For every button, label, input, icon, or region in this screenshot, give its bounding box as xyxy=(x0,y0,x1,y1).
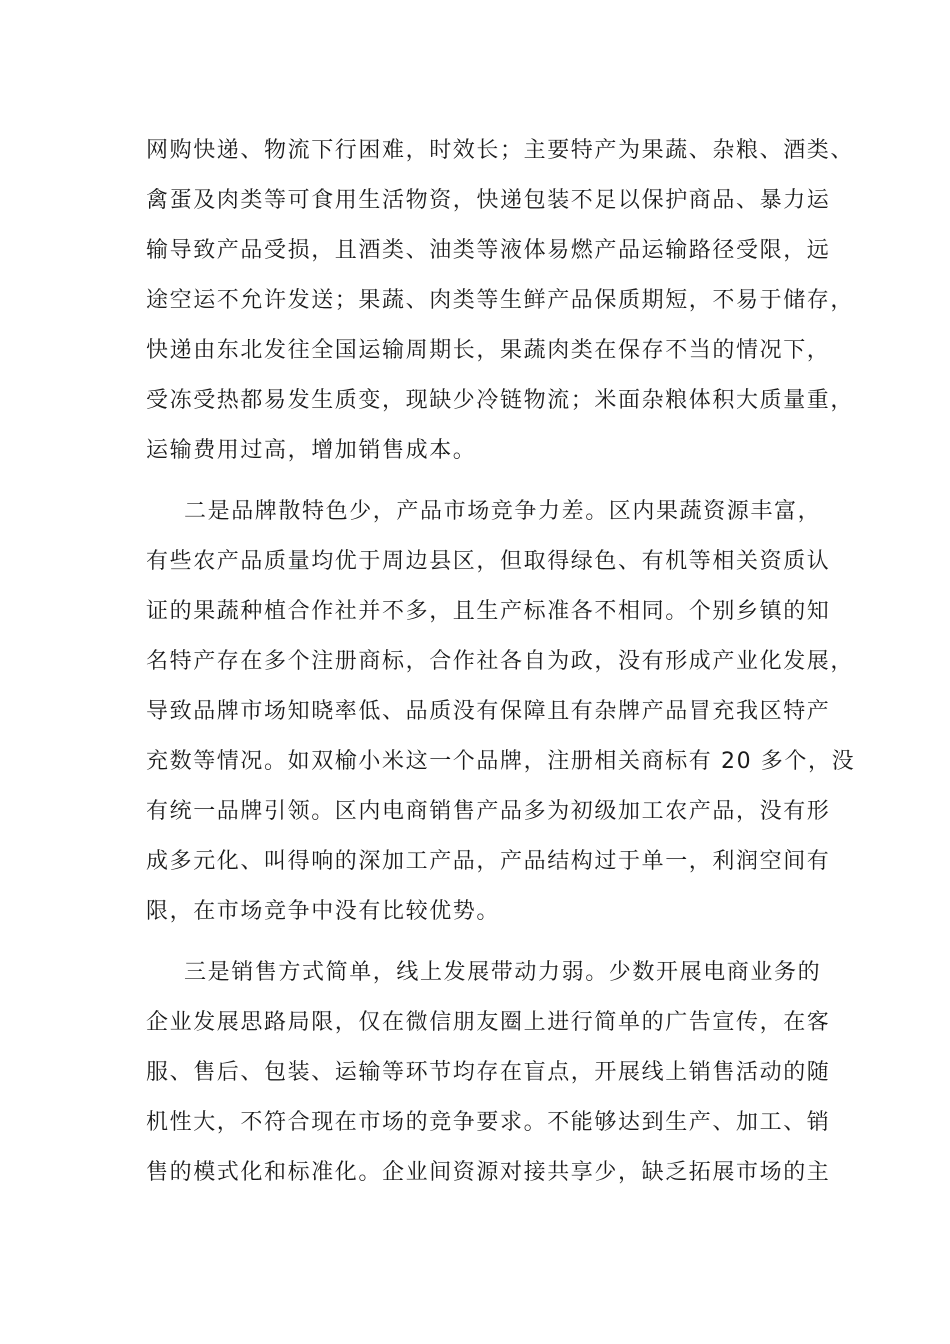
paragraph-1-line-1: 网购快递、物流下行困难，时效长；主要特产为果蔬、杂粮、酒类、 xyxy=(146,138,855,163)
paragraph-2-line-8: 成多元化、叫得响的深加工产品，产品结构过于单一，利润空间有 xyxy=(146,849,831,874)
paragraph-3-line-2: 企业发展思路局限，仅在微信朋友圈上进行简单的广告宣传，在客 xyxy=(146,1010,831,1035)
paragraph-2-line-4: 名特产存在多个注册商标，合作社各自为政，没有形成产业化发展， xyxy=(146,649,855,674)
paragraph-1-line-7: 运输费用过高，增加销售成本。 xyxy=(146,438,477,463)
paragraph-3-line-5: 售的模式化和标准化。企业间资源对接共享少，缺乏拓展市场的主 xyxy=(146,1160,831,1185)
paragraph-1-line-4: 途空运不允许发送；果蔬、肉类等生鲜产品保质期短，不易于储存， xyxy=(146,288,855,313)
paragraph-1-line-3: 输导致产品受损，且酒类、油类等液体易燃产品运输路径受限，远 xyxy=(146,238,831,263)
paragraph-2-line-9: 限，在市场竞争中没有比较优势。 xyxy=(146,899,501,924)
paragraph-3-line-1: 三是销售方式简单，线上发展带动力弱。少数开展电商业务的 xyxy=(184,960,822,985)
paragraph-1-line-2: 禽蛋及肉类等可食用生活物资，快递包装不足以保护商品、暴力运 xyxy=(146,188,831,213)
paragraph-2-line-3: 证的果蔬种植合作社并不多，且生产标准各不相同。个别乡镇的知 xyxy=(146,599,831,624)
paragraph-2-line-7: 有统一品牌引领。区内电商销售产品多为初级加工农产品，没有形 xyxy=(146,799,831,824)
paragraph-1-line-6: 受冻受热都易发生质变，现缺少冷链物流；米面杂粮体积大质量重， xyxy=(146,388,855,413)
paragraph-2-line-2: 有些农产品质量均优于周边县区，但取得绿色、有机等相关资质认 xyxy=(146,549,831,574)
paragraph-2-line-1: 二是品牌散特色少，产品市场竞争力差。区内果蔬资源丰富， xyxy=(184,499,822,524)
paragraph-3-line-4: 机性大，不符合现在市场的竞争要求。不能够达到生产、加工、销 xyxy=(146,1110,831,1135)
paragraph-1-line-5: 快递由东北发往全国运输周期长，果蔬肉类在保存不当的情况下， xyxy=(146,338,831,363)
paragraph-2-line-5: 导致品牌市场知晓率低、品质没有保障且有杂牌产品冒充我区特产 xyxy=(146,699,831,724)
paragraph-2-line-6: 充数等情况。如双榆小米这一个品牌，注册相关商标有 20 多个，没 xyxy=(146,749,856,774)
paragraph-3-line-3: 服、售后、包装、运输等环节均存在盲点，开展线上销售活动的随 xyxy=(146,1060,831,1085)
